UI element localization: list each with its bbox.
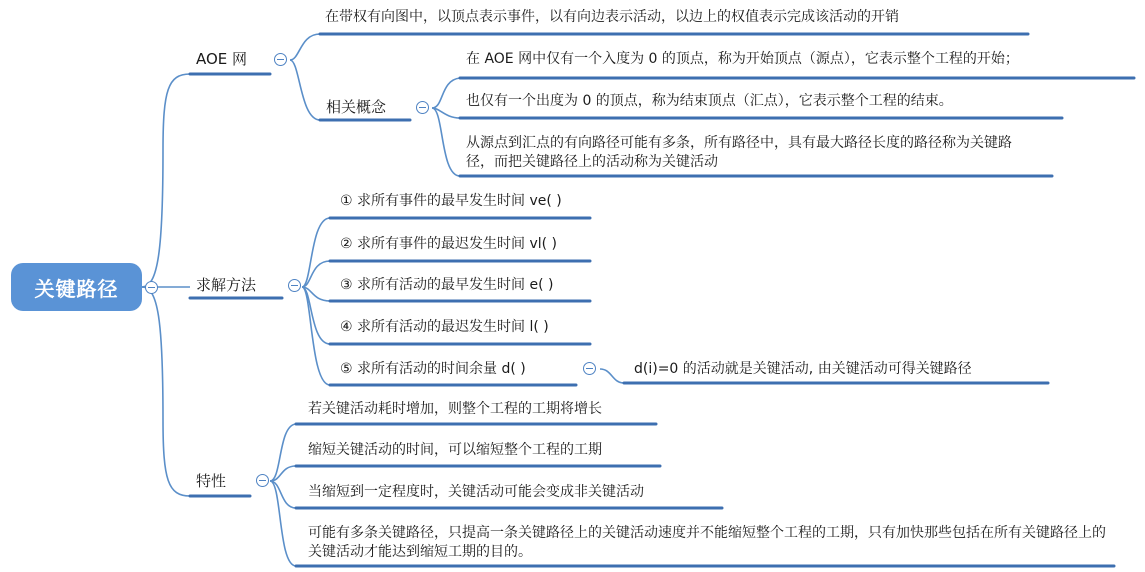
collapse-icon[interactable] [274,53,287,66]
collapse-icon[interactable] [145,281,158,294]
link-step5-note [600,369,624,383]
root-label: 关键路径 [34,276,119,301]
method-note[interactable]: d(i)=0 的活动就是关键活动, 由关键活动可得关键路径 [634,361,972,377]
collapse-icon[interactable] [256,474,269,487]
link-aoe-def [290,34,320,60]
branch-method[interactable]: 求解方法 [196,276,257,294]
root-node[interactable] [11,263,142,311]
link-step-1 [302,218,330,287]
method-step[interactable]: ⑤ 求所有活动的时间余量 d( ) [340,361,526,377]
trait-item[interactable]: 可能有多条关键路径，只提高一条关键路径上的关键活动速度并不能缩短整个工程的工期，只有加快那些包括在所有关键路径上的关键活动才能达到缩短工期的目的。 [308,525,1106,560]
method-step[interactable]: ③ 求所有活动的最早发生时间 e( ) [340,277,554,293]
trait-item[interactable]: 若关键活动耗时增加，则整个工程的工期将增长 [308,401,602,417]
branch-traits[interactable]: 特性 [196,472,227,490]
collapse-icon[interactable] [583,362,596,375]
method-step[interactable]: ① 求所有事件的最早发生时间 ve( ) [340,193,562,209]
collapse-icon[interactable] [288,279,301,292]
method-step[interactable]: ④ 求所有活动的最迟发生时间 l( ) [340,319,549,335]
concepts-node[interactable]: 相关概念 [326,98,387,116]
link-aoe-concepts [290,60,320,120]
trait-item[interactable]: 缩短关键活动的时间，可以缩短整个工程的工期 [308,442,602,458]
link-root-traits [142,287,190,496]
aoe-definition[interactable]: 在带权有向图中，以顶点表示事件，以有向边表示活动，以边上的权值表示完成该活动的开销 [325,9,899,25]
link-trait-4 [270,481,296,566]
trait-item[interactable]: 当缩短到一定程度时，关键活动可能会变成非关键活动 [308,484,644,500]
method-step[interactable]: ② 求所有事件的最迟发生时间 vl( ) [340,236,557,252]
concept-item[interactable]: 在 AOE 网中仅有一个入度为 0 的顶点，称为开始顶点（源点），它表示整个工程的开始； [466,51,1019,67]
concept-item[interactable]: 也仅有一个出度为 0 的顶点，称为结束顶点（汇点），它表示整个工程的结束。 [466,93,953,109]
concept-item[interactable]: 从源点到汇点的有向路径可能有多条，所有路径中，具有最大路径长度的路径称为关键路径，而把关键路径上的活动称为关键活动 [466,135,1012,170]
collapse-icon[interactable] [416,101,429,114]
link-step-5 [302,287,330,385]
branch-aoe[interactable]: AOE 网 [196,50,248,68]
link-concept-1 [432,78,460,108]
link-root-aoe [142,74,190,287]
